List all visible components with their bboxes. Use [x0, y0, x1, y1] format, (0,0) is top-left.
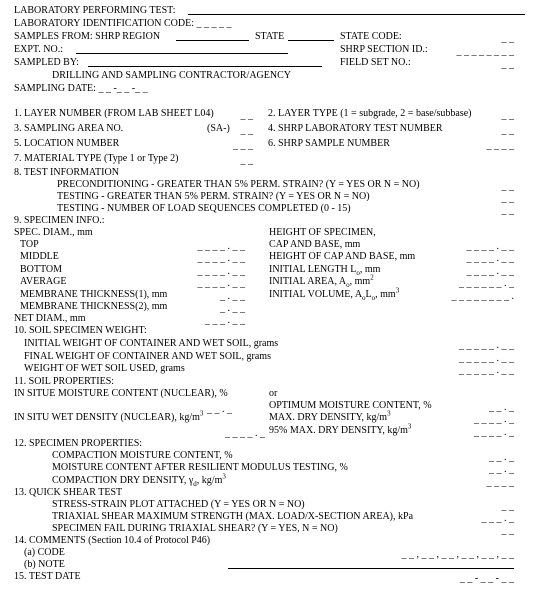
lab-id-code-blanks[interactable]: _ _ _ _ _ [196, 18, 232, 29]
cap-and-base-blank[interactable]: _ _ _ _ . _ _ [466, 241, 514, 252]
comments-note-line[interactable] [228, 568, 514, 569]
item-11-soil-properties: 11. SOIL PROPERTIES: [14, 376, 115, 387]
initial-area-label: INITIAL AREA, $A_o$, $mm^2$ [269, 273, 374, 289]
diam-top-blank[interactable]: _ _ _ _ . _ _ [197, 241, 245, 252]
in-situ-moisture-label: IN SITUE MOISTURE CONTENT (NUCLEAR), % [14, 388, 228, 399]
membrane-thickness-1-label: MEMBRANE THICKNESS(1), mm [20, 289, 168, 300]
diam-average-blank[interactable]: _ _ _ _ . _ _ [197, 278, 245, 289]
expt-no-label: EXPT. NO.: [14, 44, 63, 55]
sampling-date-blanks[interactable]: _ _ -_ _ -_ _ [98, 83, 148, 94]
height-cap-base-label: HEIGHT OF CAP AND BASE, mm [269, 251, 416, 262]
item-8-preconditioning: PRECONDITIONING - GREATER THAN 5% PERM. STRAIN? (Y = YES OR N = NO) [57, 179, 420, 190]
item-4-lab-test-number: 4. SHRP LABORATORY TEST NUMBER [268, 123, 443, 134]
item-6-blank[interactable]: _ _ _ _ [486, 140, 514, 151]
in-situ-wet-density-label: IN SITU WET DENSITY (NUCLEAR), $kg/m^3$ [14, 409, 204, 423]
stress-strain-plot-blank[interactable]: _ _ [501, 501, 514, 512]
initial-length-label: INITIAL LENGTH $L_o$, mm [269, 264, 381, 277]
field-set-no-blanks[interactable]: _ _ [501, 59, 514, 70]
item-2-blank[interactable]: _ _ [501, 110, 514, 121]
membrane-thickness-2-label: MEMBRANE THICKNESS(2), mm [20, 301, 168, 312]
initial-weight-label: INITIAL WEIGHT OF CONTAINER AND WET SOIL, grams [24, 338, 279, 349]
net-diam-blank[interactable]: _ _ _ . _ _ [205, 315, 245, 326]
shrp-section-id-label: SHRP SECTION ID.: [340, 44, 428, 55]
item-8-testing-strain: TESTING - GREATER THAN 5% PERM. STRAIN? (Y = YES OR N = NO) [57, 191, 370, 202]
item-13-quick-shear-test: 13. QUICK SHEAR TEST [14, 487, 123, 498]
initial-length-blank[interactable]: _ _ _ _ . _ _ [466, 266, 514, 277]
state-line[interactable] [288, 40, 334, 41]
item-10-soil-specimen-weight: 10. SOIL SPECIMEN WEIGHT: [14, 325, 147, 336]
item-8-load-sequences-blank[interactable]: _ _ [501, 205, 514, 216]
compaction-moisture-label: COMPACTION MOISTURE CONTENT, % [52, 450, 233, 461]
field-set-no-label: FIELD SET NO.: [340, 57, 411, 68]
expt-no-line[interactable] [76, 53, 288, 54]
initial-area-blank[interactable]: _ _ _ _ _ _ . _ [459, 278, 514, 289]
state-code-blanks[interactable]: _ _ [501, 33, 514, 44]
item-7-blank[interactable]: _ _ [240, 155, 253, 166]
samples-from-label: SAMPLES FROM: SHRP REGION [14, 31, 161, 42]
diam-top-label: TOP [20, 239, 39, 250]
wet-soil-weight-blank[interactable]: _ _ _ _ _ . _ _ [459, 365, 514, 376]
item-2-layer-type: 2. LAYER TYPE (1 = subgrade, 2 = base/subbase) [268, 108, 472, 119]
moisture-after-testing-blank[interactable]: _ _ . _ [489, 464, 514, 475]
lab-performing-test-label: LABORATORY PERFORMING TEST: [14, 5, 176, 16]
triaxial-max-strength-blank[interactable]: _ _ _ . _ [481, 513, 514, 524]
item-9-specimen-info: 9. SPECIMEN INFO.: [14, 215, 105, 226]
item-7-material-type: 7. MATERIAL TYPE (Type 1 or Type 2) [14, 153, 179, 164]
spec-diam-label: SPEC. DIAM., mm [14, 227, 93, 238]
diam-middle-blank[interactable]: _ _ _ _ . _ _ [197, 253, 245, 264]
item-8-testing-strain-blank[interactable]: _ _ [501, 193, 514, 204]
lab-performing-test-line[interactable] [188, 14, 525, 15]
cap-and-base-label: CAP AND BASE, mm [269, 239, 361, 250]
wet-soil-weight-label: WEIGHT OF WET SOIL USED, grams [24, 363, 185, 374]
item-5-location-number: 5. LOCATION NUMBER [14, 138, 120, 149]
compaction-dry-density-blank[interactable]: _ _ _ _ [486, 477, 514, 488]
sampling-date-label: SAMPLING DATE: _ _ -_ _ -_ _ [14, 83, 148, 94]
item-8-test-information: 8. TEST INFORMATION [14, 167, 119, 178]
membrane-thickness-2-blank[interactable]: _ . _ _ [220, 303, 245, 314]
height-cap-base-blank[interactable]: _ _ _ _ . _ _ [466, 253, 514, 264]
state-label: STATE [255, 31, 285, 42]
item-14-comments: 14. COMMENTS (Section 10.4 of Protocol P46) [14, 535, 211, 546]
in-situ-wet-density-blank[interactable]: _ _ _ _ . _ [225, 428, 265, 439]
triaxial-max-strength-label: TRIAXIAL SHEAR MAXIMUM STRENGTH (MAX. LOAD/X-SECTION AREA), kPa [52, 511, 414, 522]
test-date-blanks[interactable]: _ _ - _ _ - _ _ [459, 573, 514, 584]
item-6-sample-number: 6. SHRP SAMPLE NUMBER [268, 138, 390, 149]
shrp-section-id-blanks[interactable]: _ _ _ _ _ _ _ _ [456, 46, 514, 57]
item-3-blank[interactable]: _ _ [240, 125, 253, 136]
95-max-dry-density-label: 95% MAX. DRY DENSITY, $kg/m^3$ [269, 422, 412, 436]
max-dry-density-blank[interactable]: _ _ _ _ . _ [474, 414, 514, 425]
optimum-moisture-blank[interactable]: _ _ . _ [489, 402, 514, 413]
initial-weight-blank[interactable]: _ _ _ _ _ . _ _ [459, 340, 514, 351]
shrp-region-line[interactable] [176, 40, 249, 41]
compaction-moisture-blank[interactable]: _ _ . _ [489, 452, 514, 463]
state-code-label: STATE CODE: [340, 31, 402, 42]
comments-code-label: (a) CODE [24, 547, 65, 558]
item-8-preconditioning-blank[interactable]: _ _ [501, 181, 514, 192]
initial-volume-blank[interactable]: _ _ _ _ _ _ _ _ . [451, 291, 514, 302]
item-5-blank[interactable]: _ _ _ [233, 140, 253, 151]
max-dry-density-label: MAX. DRY DENSITY, $kg/m^3$ [269, 409, 391, 423]
diam-average-label: AVERAGE [20, 276, 67, 287]
final-weight-label: FINAL WEIGHT OF CONTAINER AND WET SOIL, grams [24, 351, 271, 362]
item-4-blank[interactable]: _ _ [501, 125, 514, 136]
height-of-specimen-label: HEIGHT OF SPECIMEN, [269, 227, 376, 238]
in-situ-moisture-blank[interactable]: _ _ . _ [207, 404, 232, 415]
optimum-moisture-label: OPTIMUM MOISTURE CONTENT, % [269, 400, 432, 411]
initial-volume-label: INITIAL VOLUME, $A_oL_o$, $mm^3$ [269, 286, 400, 302]
stress-strain-plot-label: STRESS-STRAIN PLOT ATTACHED (Y = YES OR N = NO) [52, 499, 305, 510]
item-15-test-date: 15. TEST DATE [14, 571, 81, 582]
diam-bottom-label: BOTTOM [20, 264, 63, 275]
diam-bottom-blank[interactable]: _ _ _ _ . _ _ [197, 266, 245, 277]
item-1-layer-number: 1. LAYER NUMBER (FROM LAB SHEET L04) [14, 108, 214, 119]
final-weight-blank[interactable]: _ _ _ _ _ . _ _ [459, 353, 514, 364]
item-1-blank[interactable]: _ _ [240, 110, 253, 121]
lab-id-code-label: LABORATORY IDENTIFICATION CODE: _ _ _ _ _ [14, 18, 232, 29]
moisture-after-testing-label: MOISTURE CONTENT AFTER RESILIENT MODULUS TESTING, % [52, 462, 348, 473]
diam-middle-label: MIDDLE [20, 251, 59, 262]
membrane-thickness-1-blank[interactable]: _ . _ _ [220, 291, 245, 302]
95-max-dry-density-blank[interactable]: _ _ _ _ . _ [474, 427, 514, 438]
sampled-by-line[interactable] [88, 66, 322, 67]
sampled-by-label: SAMPLED BY: [14, 57, 79, 68]
or-label: or [269, 388, 278, 399]
drilling-contractor-label: DRILLING AND SAMPLING CONTRACTOR/AGENCY [52, 70, 291, 81]
comments-note-label: (b) NOTE [24, 559, 65, 570]
specimen-fail-blank[interactable]: _ _ [501, 525, 514, 536]
net-diam-label: NET DIAM., mm [14, 313, 86, 324]
specimen-fail-label: SPECIMEN FAIL DURING TRIAXIAL SHEAR? (Y = YES, N = NO) [52, 523, 338, 534]
item-12-specimen-properties: 12. SPECIMEN PROPERTIES: [14, 438, 143, 449]
item-8-load-sequences: TESTING - NUMBER OF LOAD SEQUENCES COMPLETED (0 - 15) [57, 203, 351, 214]
comments-code-blanks[interactable]: _ _ , _ _ , _ _ , _ _ , _ _ , _ _ [401, 549, 514, 560]
compaction-dry-density-label: COMPACTION DRY DENSITY, $\gamma_d$, $kg/m^3$ [52, 472, 226, 488]
item-3-sa-prefix: (SA-) [207, 123, 230, 134]
item-3-sampling-area: 3. SAMPLING AREA NO. [14, 123, 124, 134]
